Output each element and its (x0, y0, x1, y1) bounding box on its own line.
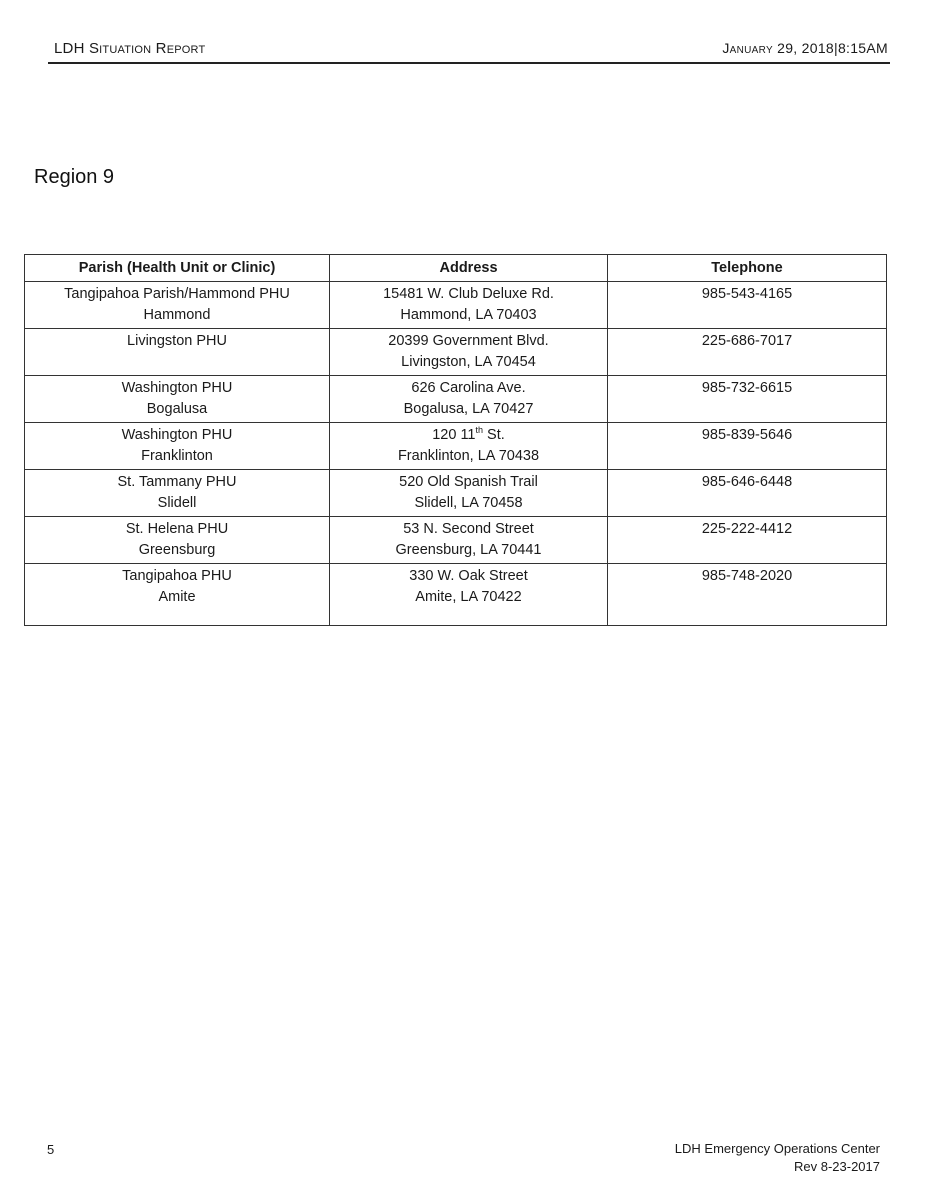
address-cell (330, 564, 608, 626)
telephone-cell (608, 470, 887, 517)
telephone: 985-543-4165 (701, 286, 793, 302)
address-city: Slidell, LA 70458 (414, 495, 523, 511)
telephone: 225-222-4412 (701, 521, 793, 537)
address-city: Greensburg, LA 70441 (395, 542, 542, 558)
ordinal-suffix: th (475, 425, 484, 436)
column-header-telephone: Telephone (608, 255, 887, 282)
telephone: 985-748-2020 (701, 568, 793, 584)
address-city: Bogalusa, LA 70427 (403, 401, 534, 417)
table-row (25, 282, 887, 329)
address-cell (330, 376, 608, 423)
parish-name: St. Helena PHU (125, 521, 229, 537)
column-header-address: Address (330, 255, 608, 282)
telephone-cell (608, 517, 887, 564)
telephone: 225-686-7017 (701, 333, 793, 349)
table-row (25, 376, 887, 423)
page-number: 5 (47, 1142, 55, 1157)
parish-city: Bogalusa (146, 401, 208, 417)
address-city: Hammond, LA 70403 (400, 307, 537, 323)
table-header-row (25, 255, 887, 282)
parish-city: Slidell (157, 495, 197, 511)
telephone-cell (608, 282, 887, 329)
report-title: LDH Situation Report (54, 40, 206, 57)
table-row (25, 470, 887, 517)
address-street-tail: St. (483, 427, 505, 443)
table-row (25, 517, 887, 564)
parish-cell (25, 376, 330, 423)
parish-cell (25, 470, 330, 517)
address-street: 20399 Government Blvd. (388, 333, 549, 349)
parish-cell (25, 329, 330, 376)
table-row (25, 329, 887, 376)
address-street: 520 Old Spanish Trail (399, 474, 538, 490)
parish-cell (25, 282, 330, 329)
health-unit-table (24, 254, 887, 626)
parish-name: Tangipahoa Parish/Hammond PHU (64, 286, 290, 302)
parish-name: St. Tammany PHU (117, 474, 237, 490)
address-cell (330, 329, 608, 376)
address-cell (330, 423, 608, 470)
region-title: Region 9 (34, 166, 115, 188)
report-datetime: January 29, 2018|8:15AM (722, 40, 888, 56)
telephone-cell (608, 564, 887, 626)
column-header-parish: Parish (Health Unit or Clinic) (25, 255, 330, 282)
telephone-cell (608, 423, 887, 470)
address-street (334, 425, 603, 446)
telephone: 985-839-5646 (701, 427, 793, 443)
address-cell (330, 282, 608, 329)
parish-city: Amite (158, 589, 196, 605)
footer-info (675, 1140, 880, 1176)
telephone: 985-646-6448 (701, 474, 793, 490)
parish-city: Franklinton (141, 448, 213, 464)
telephone-cell (608, 329, 887, 376)
parish-cell (25, 423, 330, 470)
address-city: Franklinton, LA 70438 (397, 448, 540, 464)
address-street: 53 N. Second Street (403, 521, 534, 537)
footer-revision: Rev 8-23-2017 (794, 1159, 880, 1174)
address-street: 626 Carolina Ave. (411, 380, 526, 396)
address-street: 330 W. Oak Street (409, 568, 528, 584)
address-number: 120 11 (432, 427, 476, 443)
table-row (25, 564, 887, 626)
telephone-cell (608, 376, 887, 423)
address-street: 15481 W. Club Deluxe Rd. (383, 286, 554, 302)
address-cell (330, 517, 608, 564)
parish-name: Livingston PHU (127, 333, 227, 349)
parish-city: Greensburg (138, 542, 216, 558)
parish-name: Washington PHU (121, 380, 233, 396)
parish-cell (25, 564, 330, 626)
address-city: Amite, LA 70422 (415, 589, 522, 605)
parish-cell (25, 517, 330, 564)
footer-org: LDH Emergency Operations Center (674, 1141, 880, 1156)
parish-city: Hammond (143, 307, 211, 323)
address-city: Livingston, LA 70454 (401, 354, 536, 370)
report-header (48, 38, 890, 64)
telephone: 985-732-6615 (701, 380, 793, 396)
parish-name: Washington PHU (121, 427, 233, 443)
parish-name: Tangipahoa PHU (122, 568, 232, 584)
table-row (25, 423, 887, 470)
address-cell (330, 470, 608, 517)
